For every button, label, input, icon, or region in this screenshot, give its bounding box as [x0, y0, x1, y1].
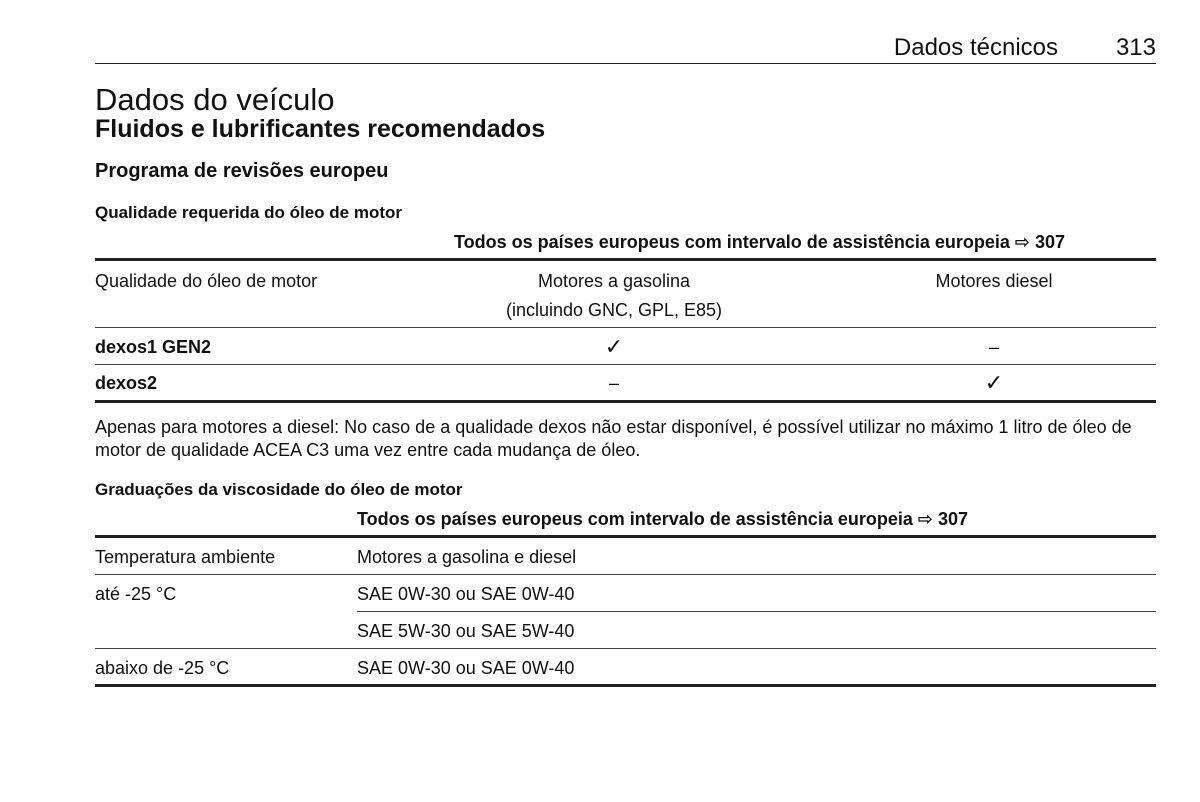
table-row-name: dexos1 GEN2: [95, 337, 212, 357]
checkmark-icon: ✓: [984, 370, 1004, 395]
dash-cell: –: [608, 373, 619, 393]
col-header-quality: Qualidade do óleo de motor: [95, 271, 318, 291]
table2-subrow-rule: [357, 611, 1156, 612]
section-title: Dados técnicos: [893, 34, 1058, 61]
page-number: 313: [1115, 34, 1156, 61]
table-row-grade: SAE 5W-30 ou SAE 5W-40: [357, 621, 575, 641]
running-header: [95, 33, 1156, 64]
viscosity-heading: Graduações da viscosidade do óleo de motor: [95, 480, 463, 499]
table-row-temp: abaixo de -25 °C: [95, 658, 230, 678]
col-header-temp: Temperatura ambiente: [95, 547, 276, 567]
col-header-engines: Motores a gasolina e diesel: [357, 547, 577, 567]
col-header-diesel: Motores diesel: [935, 271, 1053, 291]
table-row-name: dexos2: [95, 373, 158, 393]
table2-header-rule: [95, 574, 1156, 575]
col-header-petrol: Motores a gasolina: [537, 271, 691, 291]
checkmark-icon: ✓: [604, 334, 624, 359]
table2-bottom-rule: [95, 684, 1156, 687]
table2-top-rule: [95, 535, 1156, 538]
table-row-grade: SAE 0W-30 ou SAE 0W-40: [357, 658, 575, 678]
table1-top-rule: [95, 258, 1156, 261]
diesel-note: Apenas para motores a diesel: No caso de a qualidade dexos não estar disponível, é possível utilizar no máximo 1 litro de óleo de motor de qualidade ACEA C3 uma vez entre cada mudança de óleo.: [95, 417, 1132, 460]
programme-heading: Programa de revisões europeu: [95, 160, 389, 182]
table1-bottom-rule: [95, 400, 1156, 403]
oil-quality-heading: Qualidade requerida do óleo de motor: [95, 203, 402, 222]
table1-header-rule: [95, 327, 1156, 328]
dash-cell: –: [988, 337, 999, 357]
table-row-temp: até -25 °C: [95, 584, 177, 604]
col-header-petrol-note: (incluindo GNC, GPL, E85): [505, 300, 723, 320]
oil-quality-caption: Todos os países europeus com intervalo de assistência europeia ⇨ 307: [454, 232, 1065, 252]
table1-row-rule: [95, 364, 1156, 365]
page-subtitle: Fluidos e lubrificantes recomendados: [95, 115, 546, 143]
page-title: Dados do veículo: [95, 82, 335, 117]
table2-row-rule: [95, 648, 1156, 649]
table-row-grade: SAE 0W-30 ou SAE 0W-40: [357, 584, 575, 604]
viscosity-caption: Todos os países europeus com intervalo de assistência europeia ⇨ 307: [357, 509, 968, 529]
